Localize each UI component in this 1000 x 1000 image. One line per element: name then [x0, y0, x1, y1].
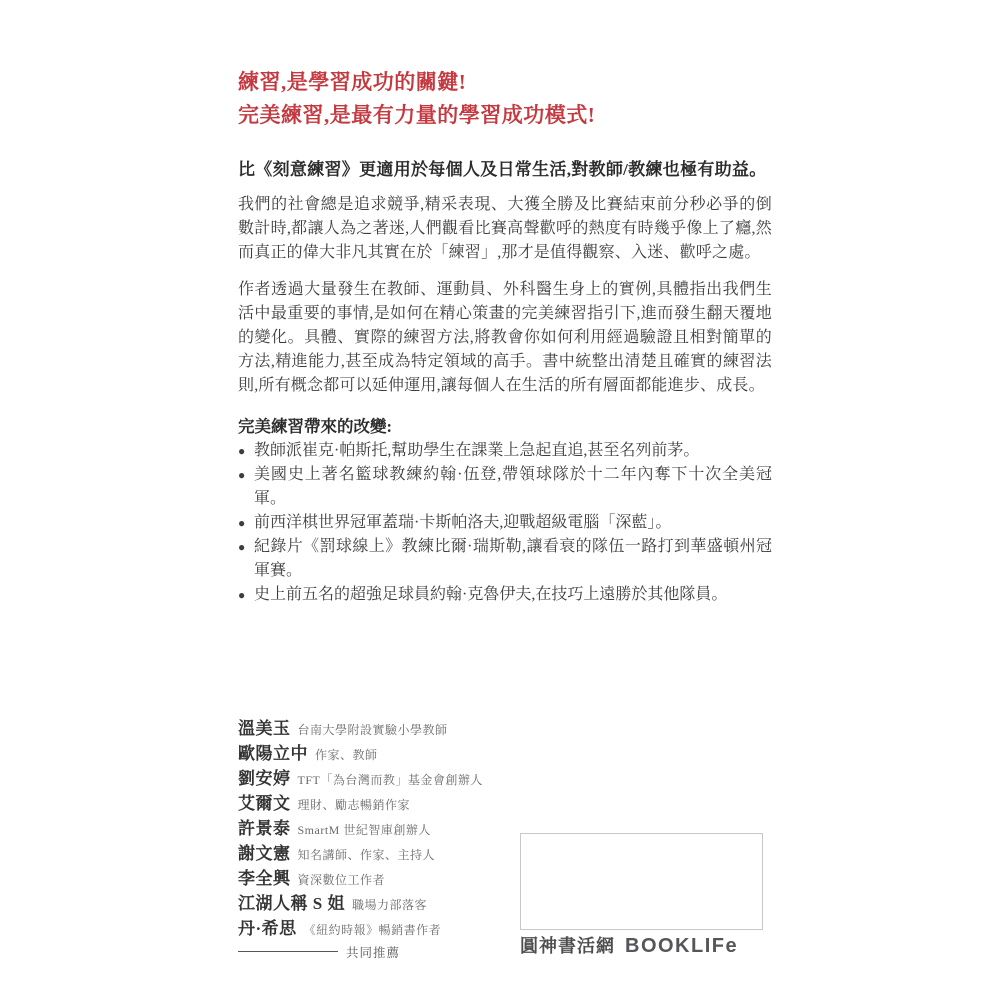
- endorser-row: [238, 914, 538, 939]
- list-item-text: 美國史上著名籃球教練約翰·伍登,帶領球隊於十二年內奪下十次全美冠軍。: [254, 466, 772, 508]
- endorser-title: 台南大學附設實驗小學教師: [297, 723, 448, 737]
- list-item: [238, 439, 772, 463]
- endorser-name: 溫美玉: [238, 719, 291, 738]
- endorser-name: 劉安婷: [238, 769, 291, 788]
- dash-line: [238, 951, 338, 952]
- endorser-row: [238, 839, 538, 864]
- paragraph-1: 我們的社會總是追求競爭,精采表現、大獲全勝及比賽結束前分秒必爭的倒數計時,都讓人為之著迷,人們觀看比賽高聲歡呼的熱度有時幾乎像上了癮,然而真正的偉大非凡其實在於「練習」,那才是值得觀察、入迷、歡呼之處。: [238, 196, 772, 261]
- headline-line-1: 練習,是學習成功的關鍵!: [238, 70, 467, 94]
- endorser-name: 許景泰: [238, 819, 291, 838]
- main-copy: [238, 66, 772, 607]
- headline-line-2: 完美練習,是最有力量的學習成功模式!: [238, 103, 596, 127]
- changes-heading: 完美練習帶來的改變:: [238, 417, 392, 437]
- endorser-title: 《紐約時報》暢銷書作者: [303, 923, 442, 937]
- list-item-text: 紀錄片《罰球線上》教練比爾·瑞斯勒,讓看衰的隊伍一路打到華盛頓州冠軍賽。: [254, 538, 772, 580]
- bullet-icon: ●: [238, 468, 246, 483]
- endorser-title: 職場力部落客: [351, 898, 427, 912]
- list-item-text: 前西洋棋世界冠軍蓋瑞·卡斯帕洛夫,迎戰超級電腦「深藍」。: [254, 514, 672, 532]
- bullet-icon: ●: [238, 540, 246, 555]
- endorser-row: [238, 864, 538, 889]
- bullet-icon: ●: [238, 588, 246, 603]
- endorser-title: 知名講師、作家、主持人: [297, 848, 436, 862]
- list-item-text: 史上前五名的超強足球員約翰·克魯伊夫,在技巧上遠勝於其他隊員。: [254, 586, 728, 604]
- publisher-placeholder-box: [520, 833, 763, 930]
- headline: [238, 66, 772, 132]
- endorser-title: 作家、教師: [315, 748, 378, 762]
- co-recommend-label: 共同推薦: [346, 945, 401, 960]
- endorser-title: 資深數位工作者: [297, 873, 386, 887]
- changes-list: [238, 439, 772, 607]
- publisher-site-name: 圓神書活網: [520, 936, 615, 956]
- list-item: [238, 463, 772, 511]
- endorser-title: SmartM 世紀智庫創辦人: [297, 823, 431, 837]
- endorser-title: 理財、勵志暢銷作家: [297, 798, 411, 812]
- list-item: [238, 511, 772, 535]
- endorser-row: [238, 764, 538, 789]
- endorser-title: TFT「為台灣而教」基金會創辦人: [297, 773, 483, 787]
- endorser-name: 李全興: [238, 869, 291, 888]
- endorser-name: 艾爾文: [238, 794, 291, 813]
- paragraph-2: 作者透過大量發生在教師、運動員、外科醫生身上的實例,具體指出我們生活中最重要的事情,是如何在精心策畫的完美練習指引下,進而發生翻天覆地的變化。具體、實際的練習方法,將教會你如何利用經過驗證且相對簡單的方法,精進能力,甚至成為特定領域的高手。書中統整出清楚且確實的練習法則,所有概念都可以延伸運用,讓每個人在生活的所有層面都能進步、成長。: [238, 281, 772, 394]
- co-recommend-row: [238, 939, 538, 964]
- list-item-text: 教師派崔克·帕斯托,幫助學生在課業上急起直追,甚至名列前茅。: [254, 442, 700, 460]
- list-item: [238, 535, 772, 583]
- subtitle: 比《刻意練習》更適用於每個人及日常生活,對教師/教練也極有助益。: [238, 160, 767, 179]
- endorser-name: 丹·希思: [238, 919, 297, 938]
- endorser-row: [238, 739, 538, 764]
- endorser-name: 謝文憲: [238, 844, 291, 863]
- endorser-name: 歐陽立中: [238, 744, 308, 763]
- bullet-icon: ●: [238, 444, 246, 459]
- endorser-name: 江湖人稱 S 姐: [238, 894, 345, 913]
- list-item: [238, 583, 772, 607]
- booklife-logo: BOOKLIFe: [625, 935, 739, 957]
- endorser-row: [238, 889, 538, 914]
- endorsers-list: [238, 714, 538, 964]
- endorser-row: [238, 814, 538, 839]
- publisher-logo: [520, 932, 738, 958]
- bullet-icon: ●: [238, 516, 246, 531]
- endorser-row: [238, 789, 538, 814]
- endorser-row: [238, 714, 538, 739]
